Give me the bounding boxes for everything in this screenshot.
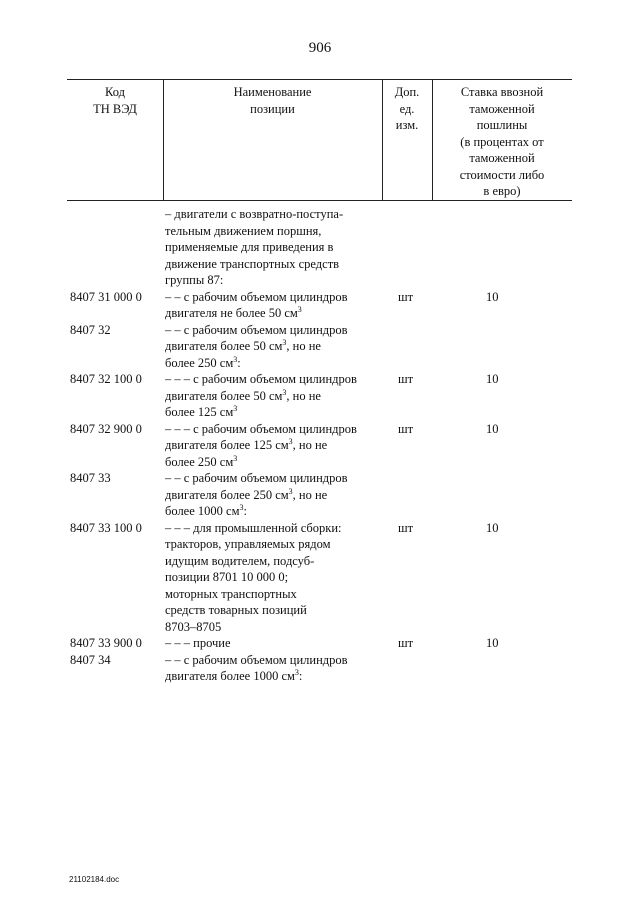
position-name — [165, 371, 380, 421]
position-name — [165, 520, 380, 636]
tariff-code: 8407 33 — [70, 471, 111, 485]
position-name-line: 8703–8705 — [165, 619, 222, 634]
position-name — [165, 635, 380, 652]
position-name-line: моторных транспортных — [165, 586, 297, 601]
position-name — [165, 652, 380, 685]
position-name-line: двигателя более 125 $см^3$, но не — [165, 436, 328, 452]
page-number: 906 — [308, 40, 332, 56]
tariff-code: 8407 32 — [70, 322, 111, 337]
position-name-line: двигателя не более 50 $см^3$ — [165, 304, 302, 320]
table-row — [0, 470, 640, 520]
position-name — [165, 206, 380, 289]
position-name-line: более 250 $см^3$: — [165, 354, 241, 370]
position-name-line: применяемые для приведения в — [165, 240, 334, 254]
position-name-line: двигателя более 50 $см^3$, но не — [165, 387, 321, 403]
tariff-code: 8407 33 900 0 — [70, 636, 142, 650]
unit-of-measure: шт — [398, 289, 414, 304]
tariff-code: 8407 31 000 0 — [70, 289, 142, 304]
header-code: Код ТН ВЭД — [93, 85, 137, 116]
tariff-code: 8407 34 — [70, 652, 111, 667]
duty-rate: 10 — [486, 636, 499, 650]
unit-of-measure: шт — [398, 372, 414, 386]
tariff-code: 8407 33 100 0 — [70, 520, 142, 535]
position-name-line: тракторов, управляемых рядом — [165, 537, 331, 551]
table-row — [0, 289, 640, 322]
table-row — [0, 635, 640, 652]
duty-rate: 10 — [486, 372, 499, 386]
position-name — [165, 289, 380, 322]
table-row — [0, 371, 640, 421]
position-name — [165, 322, 380, 372]
header-unit: Доп. ед. изм. — [394, 85, 420, 132]
position-name-line: более 125 $см^3$ — [165, 403, 238, 419]
position-name-line: идущим водителем, подсуб- — [165, 553, 315, 568]
position-name-line: – – – с рабочим объемом цилиндров — [165, 421, 357, 436]
header-rate: Ставка ввозной таможенной пошлины (в процентах от таможенной стоимости либо в евро) — [459, 85, 545, 198]
duty-rate: 10 — [486, 421, 499, 436]
table-row — [0, 206, 640, 289]
tariff-code: 8407 32 900 0 — [70, 421, 142, 436]
position-name-line: более 250 $см^3$ — [165, 453, 238, 469]
position-name-line: позиции 8701 10 000 0; — [165, 570, 289, 584]
table-row — [0, 520, 640, 636]
unit-of-measure: шт — [398, 421, 414, 436]
unit-of-measure: шт — [398, 520, 414, 535]
position-name-line: – – с рабочим объемом цилиндров — [165, 471, 348, 485]
table-row — [0, 322, 640, 372]
position-name — [165, 470, 380, 520]
duty-rate: 10 — [486, 520, 499, 535]
position-name-line: движение транспортных средств — [165, 256, 340, 271]
position-name-line: – – с рабочим объемом цилиндров — [165, 652, 348, 667]
position-name-line: двигателя более 50 $см^3$, но не — [165, 337, 321, 353]
table-body — [0, 206, 640, 685]
table-row — [0, 652, 640, 685]
unit-of-measure: шт — [398, 636, 414, 650]
position-name-line: – – – прочие — [165, 636, 231, 650]
header-name: Наименование позиции — [233, 85, 312, 116]
duty-rate: 10 — [486, 289, 499, 304]
position-name-line: – – – для промышленной сборки: — [165, 520, 342, 535]
position-name-line: двигателя более 1000 $см^3$: — [165, 667, 303, 683]
position-name-line: двигателя более 250 $см^3$, но не — [165, 486, 328, 502]
table-header — [67, 79, 572, 201]
position-name-line: – – с рабочим объемом цилиндров — [165, 289, 348, 304]
position-name-line: – двигатели с возвратно-поступа- — [165, 207, 344, 221]
file-name: 21102184.doc — [69, 875, 120, 884]
position-name-line: тельным движением поршня, — [165, 223, 322, 238]
tariff-code: 8407 32 100 0 — [70, 372, 142, 386]
position-name — [165, 421, 380, 471]
position-name-line: – – – с рабочим объемом цилиндров — [165, 372, 357, 386]
position-name-line: более 1000 $см^3$: — [165, 502, 247, 518]
position-name-line: – – с рабочим объемом цилиндров — [165, 322, 348, 337]
position-name-line: средств товарных позиций — [165, 603, 307, 617]
position-name-line: группы 87: — [165, 273, 224, 287]
table-row — [0, 421, 640, 471]
